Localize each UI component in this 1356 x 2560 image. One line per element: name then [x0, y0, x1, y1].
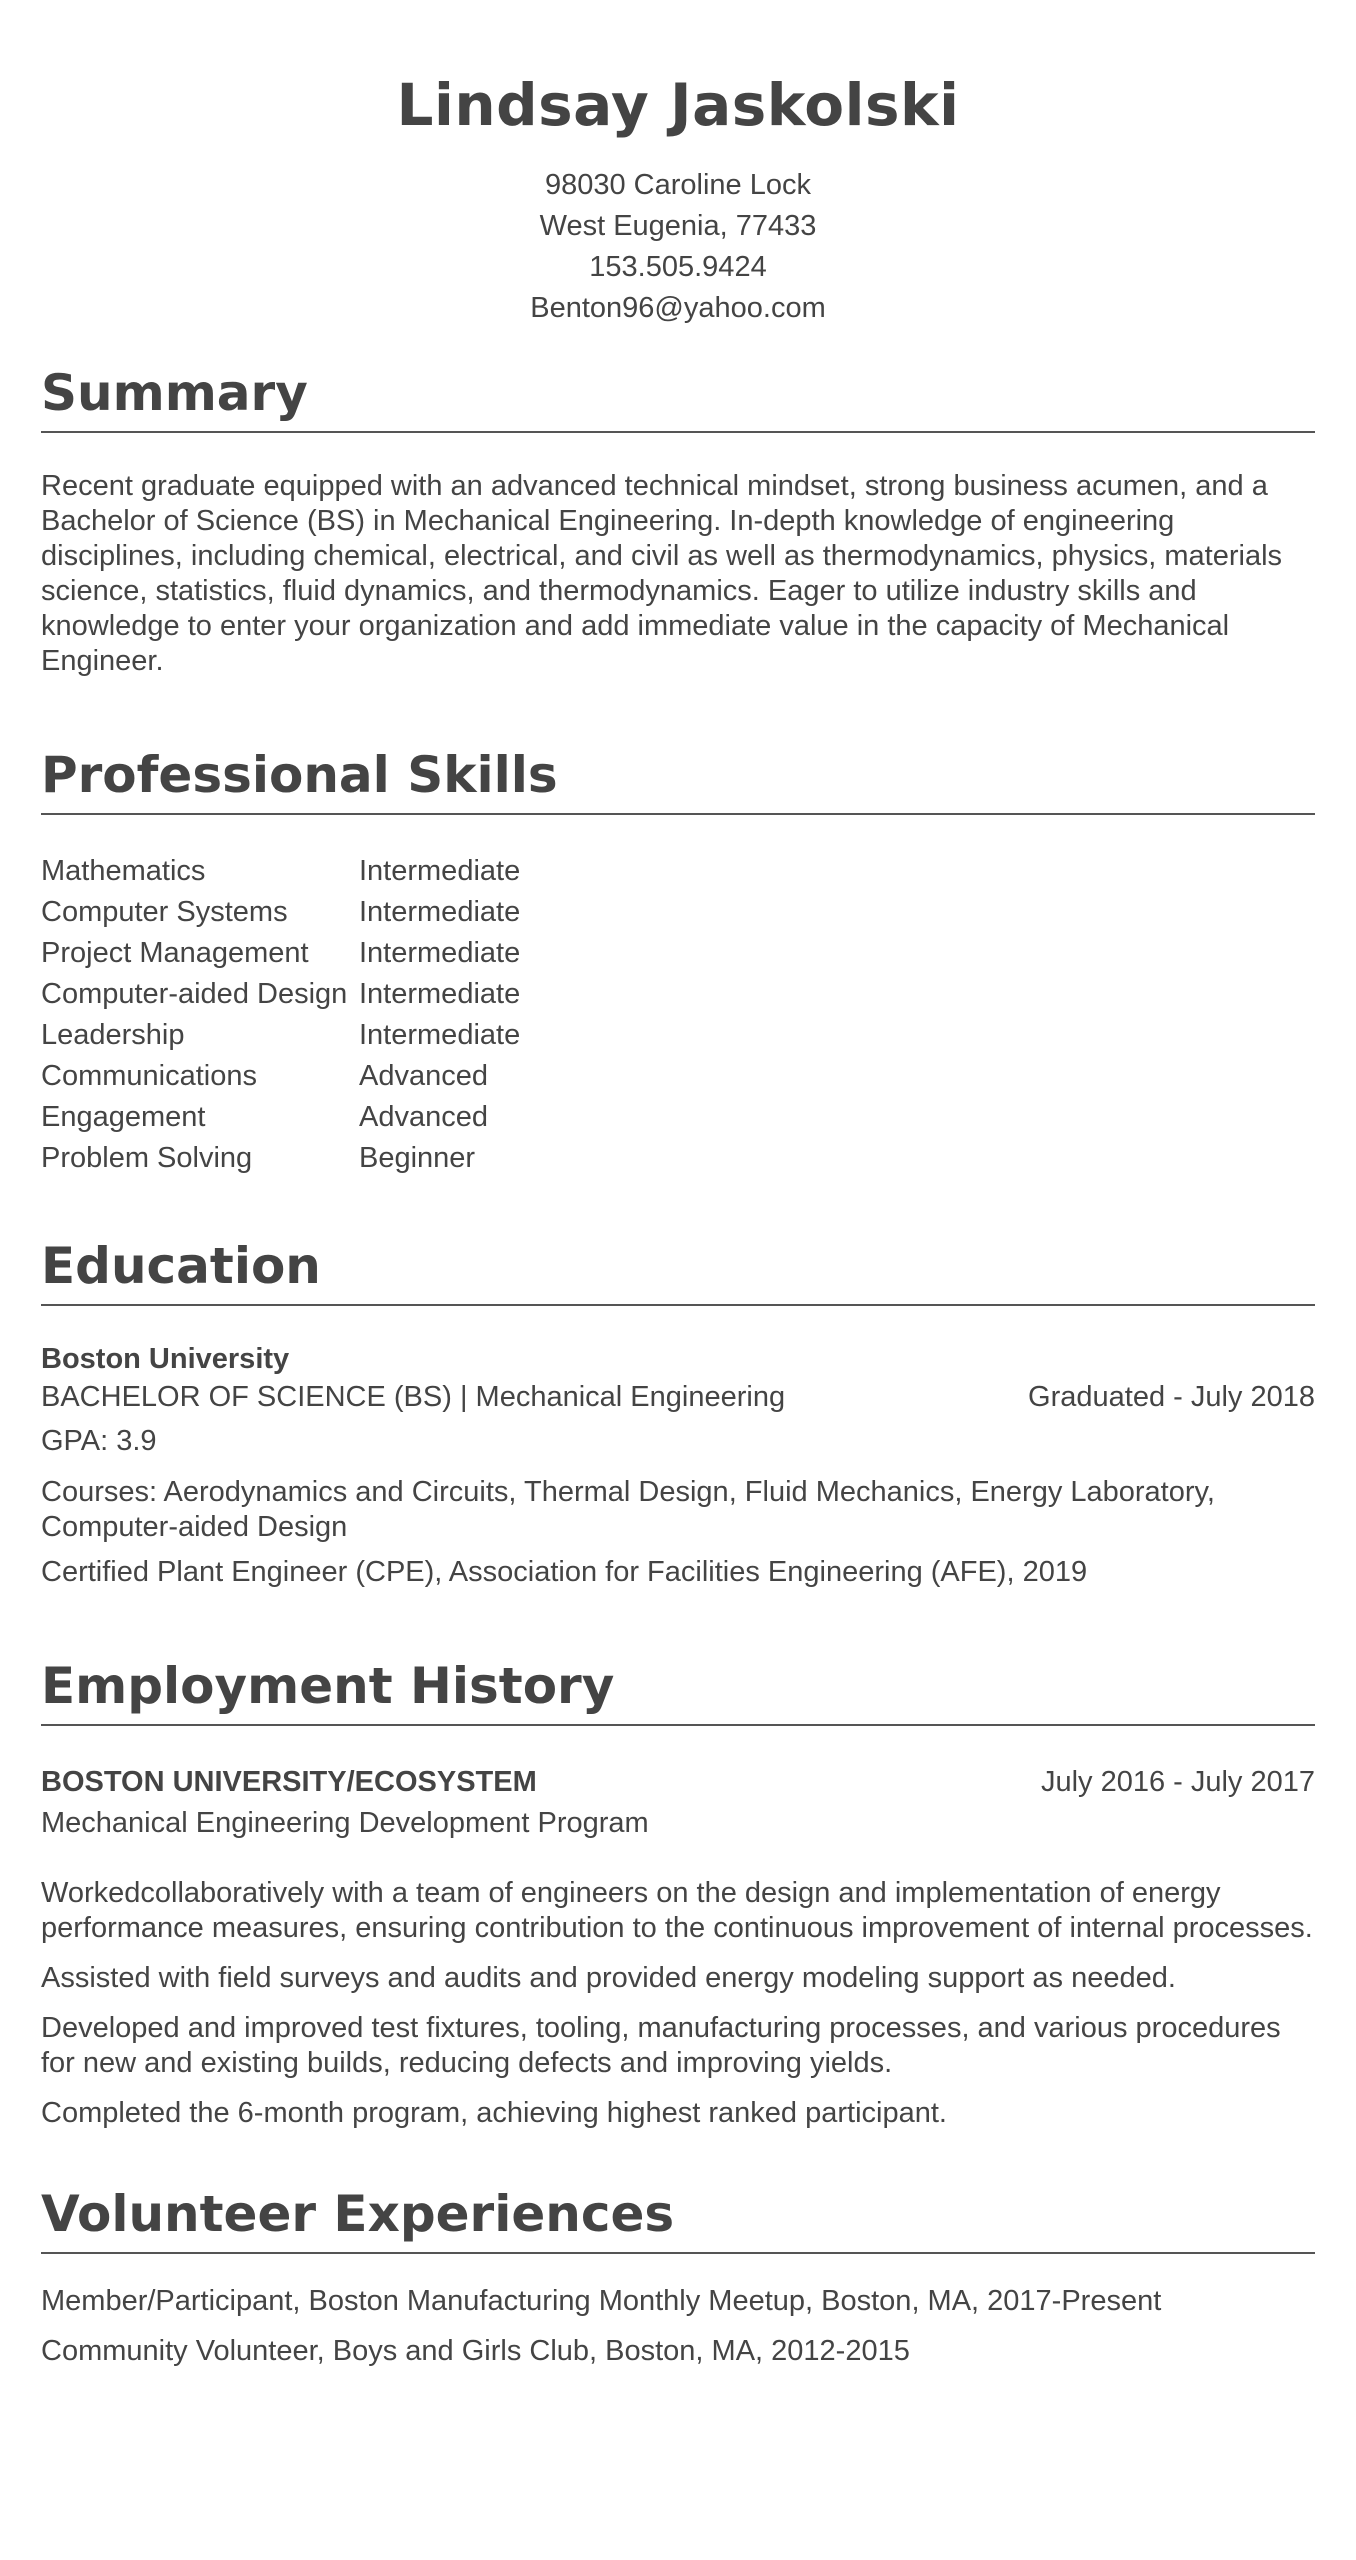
responsibility-item: Developed and improved test fixtures, tooling, manufacturing processes, and various procedures for new and existing builds, reducing defects and improving yields.: [41, 2012, 1281, 2079]
volunteer-heading: Volunteer Experiences: [41, 2184, 1315, 2254]
skill-row: [41, 933, 1315, 974]
job-responsibilities: [41, 1876, 1315, 2131]
skill-name: Leadership: [41, 1019, 185, 1051]
skill-name: Computer-aided Design: [41, 978, 348, 1010]
volunteer-item: Member/Participant, Boston Manufacturing Monthly Meetup, Boston, MA, 2017-Present: [41, 2285, 1162, 2317]
degree: BACHELOR OF SCIENCE (BS) | Mechanical Engineering: [41, 1381, 786, 1413]
email-address: Benton96@yahoo.com: [530, 292, 826, 324]
skill-name: Computer Systems: [41, 896, 288, 928]
certification: Certified Plant Engineer (CPE), Association for Facilities Engineering (AFE), 2019: [41, 1556, 1088, 1588]
skill-row: [41, 851, 1315, 892]
skill-level: Intermediate: [359, 978, 521, 1010]
phone-number: 153.505.9424: [589, 251, 767, 283]
skill-row: [41, 1015, 1315, 1056]
responsibility-item: Assisted with field surveys and audits and provided energy modeling support as needed.: [41, 1962, 1176, 1994]
job-position: Mechanical Engineering Development Program: [41, 1807, 649, 1839]
resume-header: [41, 0, 1315, 329]
skill-name: Project Management: [41, 937, 309, 969]
company-name: BOSTON UNIVERSITY/ECOSYSTEM: [41, 1766, 537, 1798]
job-dates: July 2016 - July 2017: [1040, 1766, 1315, 1798]
skill-row: [41, 1097, 1315, 1138]
skill-row: [41, 892, 1315, 933]
responsibility-item: Workedcollaboratively with a team of engineers on the design and implementation of energy performance measures, ensuring contribution to the continuous improvement of internal processes.: [41, 1877, 1313, 1944]
skills-list: [41, 851, 1315, 1179]
job-header: [41, 1762, 1315, 1803]
skills-heading: Professional Skills: [41, 745, 1315, 815]
skill-row: [41, 974, 1315, 1015]
summary-heading: Summary: [41, 363, 1315, 433]
skill-name: Engagement: [41, 1101, 206, 1133]
candidate-name: Lindsay Jaskolski: [396, 71, 960, 139]
address-line-2: West Eugenia, 77433: [539, 210, 817, 242]
skill-row: [41, 1138, 1315, 1179]
address-line-1: 98030 Caroline Lock: [544, 169, 811, 201]
skill-name: Problem Solving: [41, 1142, 253, 1174]
education-heading: Education: [41, 1236, 1315, 1306]
skill-level: Advanced: [359, 1101, 488, 1133]
degree-row: [41, 1377, 1315, 1418]
responsibility-item: Completed the 6-month program, achieving highest ranked participant.: [41, 2097, 947, 2129]
school-name: Boston University: [41, 1343, 290, 1375]
gpa: GPA: 3.9: [41, 1425, 157, 1457]
skill-level: Intermediate: [359, 896, 521, 928]
skill-level: Beginner: [359, 1142, 476, 1174]
skill-name: Communications: [41, 1060, 257, 1092]
skill-name: Mathematics: [41, 855, 206, 887]
employment-heading: Employment History: [41, 1656, 1315, 1726]
summary-text: Recent graduate equipped with an advanced technical mindset, strong business acumen, and a Bachelor of Science (BS) in Mechanical Engineering. In-depth knowledge of engineering disciplines, including chemical, electrical, and civil as well as thermodynamics, physics, materials science, statistics, fluid dynamics, and thermodynamics. Eager to utilize industry skills and knowledge to enter your organization and add immediate value in the capacity of Mechanical Engineer.: [41, 470, 1283, 677]
skill-level: Intermediate: [359, 937, 521, 969]
volunteer-list: [41, 2284, 1315, 2369]
skill-level: Advanced: [359, 1060, 488, 1092]
volunteer-item: Community Volunteer, Boys and Girls Club, Boston, MA, 2012-2015: [41, 2335, 910, 2367]
graduation-date: Graduated - July 2018: [1028, 1381, 1315, 1413]
skill-row: [41, 1056, 1315, 1097]
skill-level: Intermediate: [359, 1019, 521, 1051]
skill-level: Intermediate: [359, 855, 521, 887]
courses: Courses: Aerodynamics and Circuits, Thermal Design, Fluid Mechanics, Energy Laboratory, Computer-aided Design: [41, 1476, 1215, 1543]
